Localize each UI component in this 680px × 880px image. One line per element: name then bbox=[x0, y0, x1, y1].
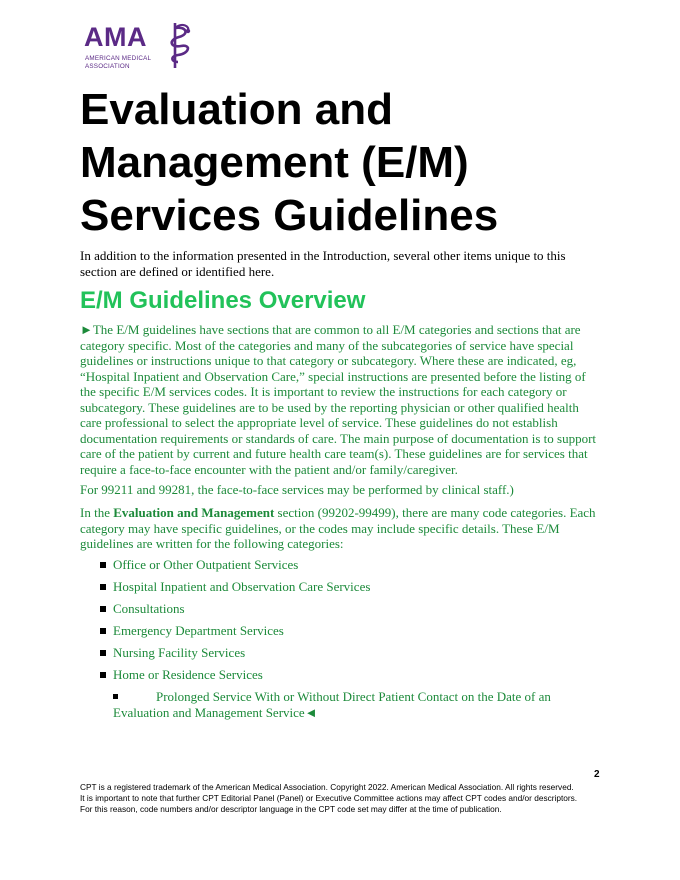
list-item bbox=[100, 579, 580, 601]
list-item-label: Home or Residence Services bbox=[113, 667, 263, 682]
list-item-label: Prolonged Service With or Without Direct Patient Contact on the Date of an Evaluation and Management Service◄ bbox=[113, 689, 551, 720]
bullet-icon bbox=[113, 694, 118, 699]
list-item-prolonged-service bbox=[113, 689, 583, 721]
list-item bbox=[100, 601, 580, 623]
list-item-label: Emergency Department Services bbox=[113, 623, 284, 638]
intro-paragraph: In addition to the information presented in the Introduction, several other items unique to this section are defined or identified here. bbox=[80, 248, 566, 279]
logo-wordmark: AMA bbox=[84, 22, 147, 52]
caduceus-icon bbox=[162, 20, 196, 70]
bullet-icon bbox=[100, 606, 106, 612]
list-item-label: Consultations bbox=[113, 601, 185, 616]
list-item bbox=[100, 667, 580, 689]
text-run: section (99202-99499), there are many code categories. Each category may have specific guidelines, or the codes may include specific details. These E/M guidelines are written for the following categories: bbox=[80, 505, 596, 551]
logo-subtitle: AMERICAN MEDICAL ASSOCIATION bbox=[85, 55, 152, 70]
list-item bbox=[100, 645, 580, 667]
clinical-staff-note: For 99211 and 99281, the face-to-face services may be performed by clinical staff.) bbox=[80, 482, 514, 497]
list-item bbox=[100, 623, 580, 645]
bold-term: Evaluation and Management bbox=[113, 505, 275, 520]
page-title: Evaluation and Management (E/M) Services Guidelines bbox=[80, 85, 499, 240]
ama-logo bbox=[84, 20, 204, 72]
bullet-icon bbox=[100, 672, 106, 678]
category-list bbox=[100, 557, 580, 689]
list-item bbox=[100, 557, 580, 579]
list-item-label: Hospital Inpatient and Observation Care Services bbox=[113, 579, 371, 594]
bullet-icon bbox=[100, 562, 106, 568]
list-item-label: Office or Other Outpatient Services bbox=[113, 557, 299, 572]
page-number: 2 bbox=[594, 769, 600, 780]
section-heading: E/M Guidelines Overview bbox=[80, 287, 366, 314]
copyright-footer: CPT is a registered trademark of the American Medical Association. Copyright 2022. American Medical Association. All rights reserved. It is important to note that further CPT Editorial Panel (Panel) or Executive Committee actions may affect CPT codes and/or descriptors. For this reason, code numbers and/or descriptor language in the CPT code set may differ at the time of publication. bbox=[80, 782, 578, 814]
text-run: In the bbox=[80, 505, 114, 520]
bullet-icon bbox=[100, 584, 106, 590]
bullet-icon bbox=[100, 650, 106, 656]
categories-intro-paragraph bbox=[80, 505, 602, 552]
bullet-icon bbox=[100, 628, 106, 634]
list-item-label: Nursing Facility Services bbox=[113, 645, 246, 660]
overview-paragraph: ►The E/M guidelines have sections that are common to all E/M categories and sections that are category specific. Most of the categories and many of the subcategories of service have special guidelines or instructions unique to that category or subcategory. Where these are indicated, eg, “Hospital Inpatient and Observation Care,” special instructions are presented before the listing of the specific E/M services codes. It is important to review the instructions for each category or subcategory. These guidelines are to be used by the reporting physician or other qualified health care professional to select the appropriate level of service. These guidelines do not establish documentation requirements or standards of care. The main purpose of documentation is to support care of the patient by current and future health care team(s). These guidelines are for services that require a face-to-face encounter with the patient and/or family/caregiver. bbox=[80, 322, 597, 477]
